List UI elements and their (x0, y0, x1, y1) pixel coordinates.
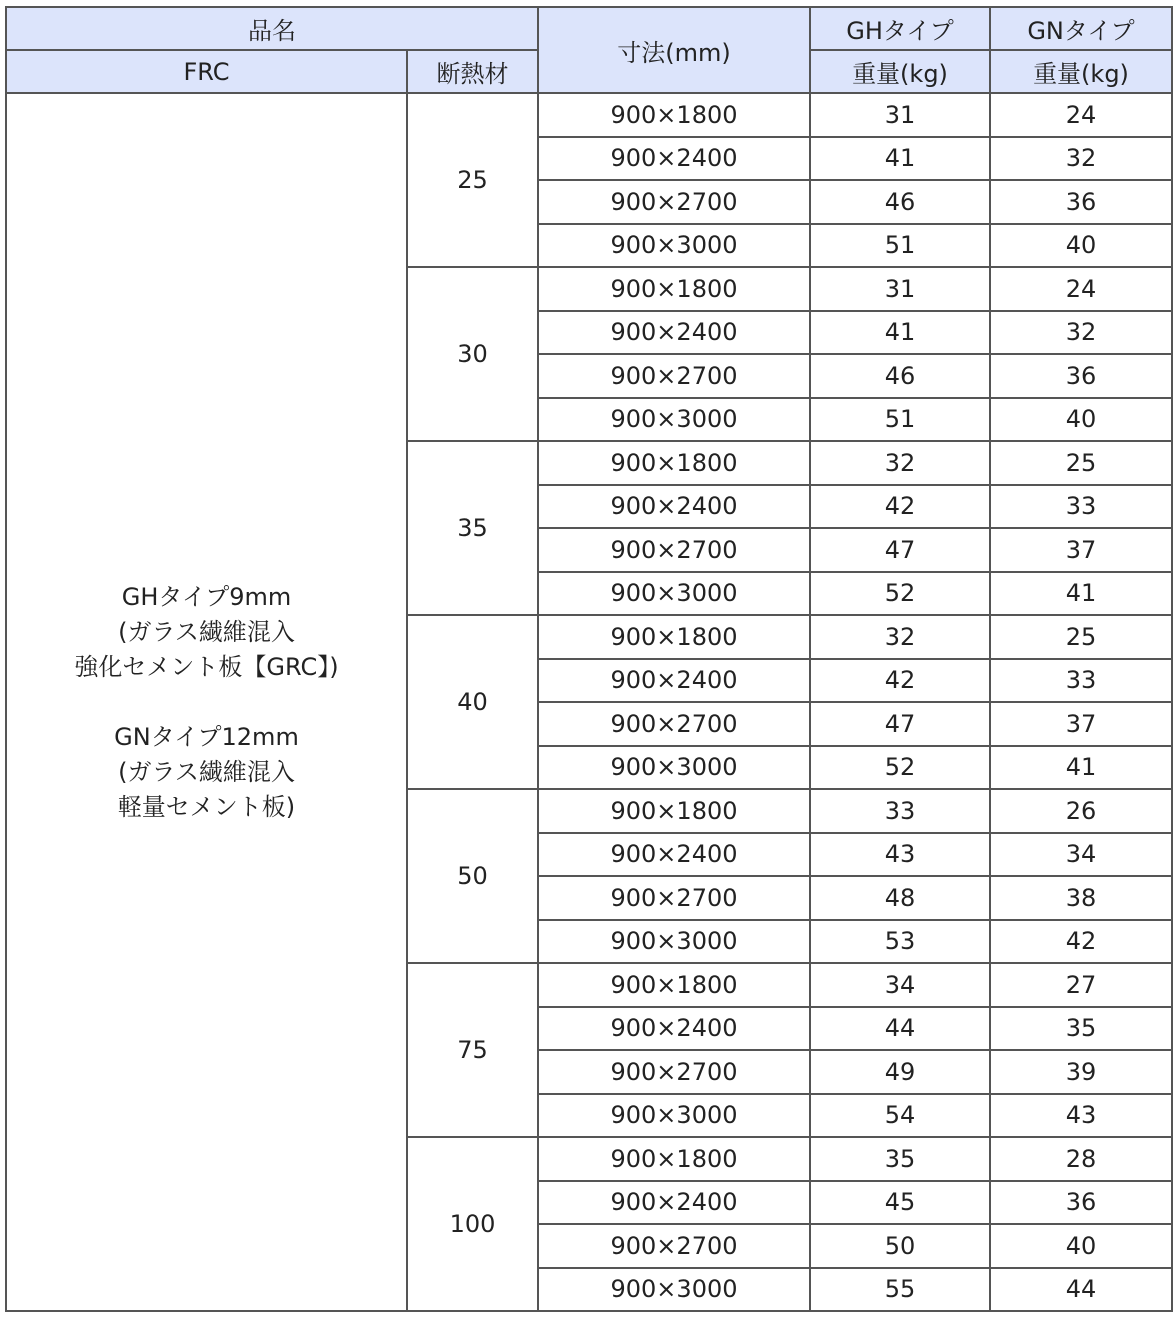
gn-weight-cell: 28 (990, 1137, 1172, 1181)
insulation-thickness-cell: 100 (407, 1137, 538, 1311)
dimension-cell: 900×2700 (538, 180, 810, 224)
dimension-cell: 900×2700 (538, 876, 810, 920)
gn-weight-cell: 42 (990, 920, 1172, 964)
table-body (6, 93, 1172, 1311)
gh-weight-cell: 33 (810, 789, 990, 833)
gh-weight-cell: 53 (810, 920, 990, 964)
dimension-cell: 900×2400 (538, 1181, 810, 1225)
insulation-thickness-cell: 25 (407, 93, 538, 267)
dimension-cell: 900×1800 (538, 441, 810, 485)
gh-weight-cell: 55 (810, 1268, 990, 1312)
insulation-thickness-cell: 40 (407, 615, 538, 789)
gn-weight-cell: 34 (990, 833, 1172, 877)
gn-weight-cell: 32 (990, 137, 1172, 181)
insulation-thickness-cell: 50 (407, 789, 538, 963)
gh-weight-cell: 47 (810, 528, 990, 572)
header-row-1 (6, 7, 1172, 50)
gn-weight-cell: 37 (990, 702, 1172, 746)
gh-weight-cell: 46 (810, 354, 990, 398)
dimension-cell: 900×2400 (538, 485, 810, 529)
gn-weight-cell: 41 (990, 746, 1172, 790)
table-header (6, 7, 1172, 93)
dimension-cell: 900×1800 (538, 789, 810, 833)
insulation-thickness-cell: 30 (407, 267, 538, 441)
gh-weight-cell: 51 (810, 224, 990, 268)
gh-weight-cell: 50 (810, 1224, 990, 1268)
gn-weight-cell: 40 (990, 398, 1172, 442)
gn-weight-cell: 39 (990, 1050, 1172, 1094)
dimension-cell: 900×2700 (538, 528, 810, 572)
gh-weight-cell: 31 (810, 267, 990, 311)
gh-weight-cell: 32 (810, 441, 990, 485)
dimension-cell: 900×3000 (538, 224, 810, 268)
dimension-cell: 900×1800 (538, 963, 810, 1007)
gh-weight-cell: 41 (810, 311, 990, 355)
gh-weight-cell: 44 (810, 1007, 990, 1051)
gh-weight-cell: 52 (810, 572, 990, 616)
gh-weight-cell: 42 (810, 659, 990, 703)
dimension-cell: 900×1800 (538, 615, 810, 659)
gh-weight-cell: 32 (810, 615, 990, 659)
gn-weight-cell: 40 (990, 1224, 1172, 1268)
gn-weight-cell: 36 (990, 354, 1172, 398)
gh-weight-cell: 48 (810, 876, 990, 920)
gn-weight-cell: 27 (990, 963, 1172, 1007)
dimension-cell: 900×2700 (538, 354, 810, 398)
dimension-cell: 900×2400 (538, 1007, 810, 1051)
gh-weight-cell: 49 (810, 1050, 990, 1094)
header-insulation: 断熱材 (407, 50, 538, 93)
gh-weight-cell: 41 (810, 137, 990, 181)
header-weight-gh: 重量(kg) (810, 50, 990, 93)
gh-weight-cell: 52 (810, 746, 990, 790)
gn-weight-cell: 25 (990, 441, 1172, 485)
gn-weight-cell: 25 (990, 615, 1172, 659)
dimension-cell: 900×2700 (538, 1224, 810, 1268)
header-gh-type: GHタイプ (810, 7, 990, 50)
gn-weight-cell: 24 (990, 93, 1172, 137)
dimension-cell: 900×1800 (538, 267, 810, 311)
dimension-cell: 900×3000 (538, 572, 810, 616)
spec-table (5, 6, 1173, 1312)
dimension-cell: 900×3000 (538, 398, 810, 442)
gh-weight-cell: 34 (810, 963, 990, 1007)
header-weight-gn: 重量(kg) (990, 50, 1172, 93)
dimension-cell: 900×2400 (538, 833, 810, 877)
gh-weight-cell: 42 (810, 485, 990, 529)
header-gn-type: GNタイプ (990, 7, 1172, 50)
gh-weight-cell: 54 (810, 1094, 990, 1138)
gn-weight-cell: 40 (990, 224, 1172, 268)
gn-weight-cell: 32 (990, 311, 1172, 355)
insulation-thickness-cell: 35 (407, 441, 538, 615)
header-frc: FRC (6, 50, 407, 93)
dimension-cell: 900×3000 (538, 1268, 810, 1312)
gn-weight-cell: 43 (990, 1094, 1172, 1138)
gh-weight-cell: 47 (810, 702, 990, 746)
gh-weight-cell: 43 (810, 833, 990, 877)
gn-weight-cell: 33 (990, 485, 1172, 529)
header-product-name: 品名 (6, 7, 538, 50)
dimension-cell: 900×2700 (538, 702, 810, 746)
gn-weight-cell: 37 (990, 528, 1172, 572)
dimension-cell: 900×2400 (538, 137, 810, 181)
product-description-cell: GHタイプ9mm (ガラス繊維混入 強化セメント板【GRC】) GNタイプ12mm (ガラス繊維混入 軽量セメント板) (6, 93, 407, 1311)
gn-weight-cell: 38 (990, 876, 1172, 920)
dimension-cell: 900×1800 (538, 1137, 810, 1181)
gn-weight-cell: 24 (990, 267, 1172, 311)
table-row (6, 93, 1172, 137)
gn-weight-cell: 36 (990, 180, 1172, 224)
dimension-cell: 900×2400 (538, 311, 810, 355)
gh-weight-cell: 51 (810, 398, 990, 442)
gn-weight-cell: 26 (990, 789, 1172, 833)
gh-weight-cell: 45 (810, 1181, 990, 1225)
gn-weight-cell: 41 (990, 572, 1172, 616)
gh-weight-cell: 31 (810, 93, 990, 137)
gh-weight-cell: 35 (810, 1137, 990, 1181)
dimension-cell: 900×2400 (538, 659, 810, 703)
dimension-cell: 900×3000 (538, 920, 810, 964)
gh-weight-cell: 46 (810, 180, 990, 224)
gn-weight-cell: 44 (990, 1268, 1172, 1312)
dimension-cell: 900×3000 (538, 746, 810, 790)
dimension-cell: 900×3000 (538, 1094, 810, 1138)
dimension-cell: 900×2700 (538, 1050, 810, 1094)
gn-weight-cell: 36 (990, 1181, 1172, 1225)
gn-weight-cell: 35 (990, 1007, 1172, 1051)
insulation-thickness-cell: 75 (407, 963, 538, 1137)
dimension-cell: 900×1800 (538, 93, 810, 137)
header-dimension: 寸法(mm) (538, 7, 810, 93)
gn-weight-cell: 33 (990, 659, 1172, 703)
